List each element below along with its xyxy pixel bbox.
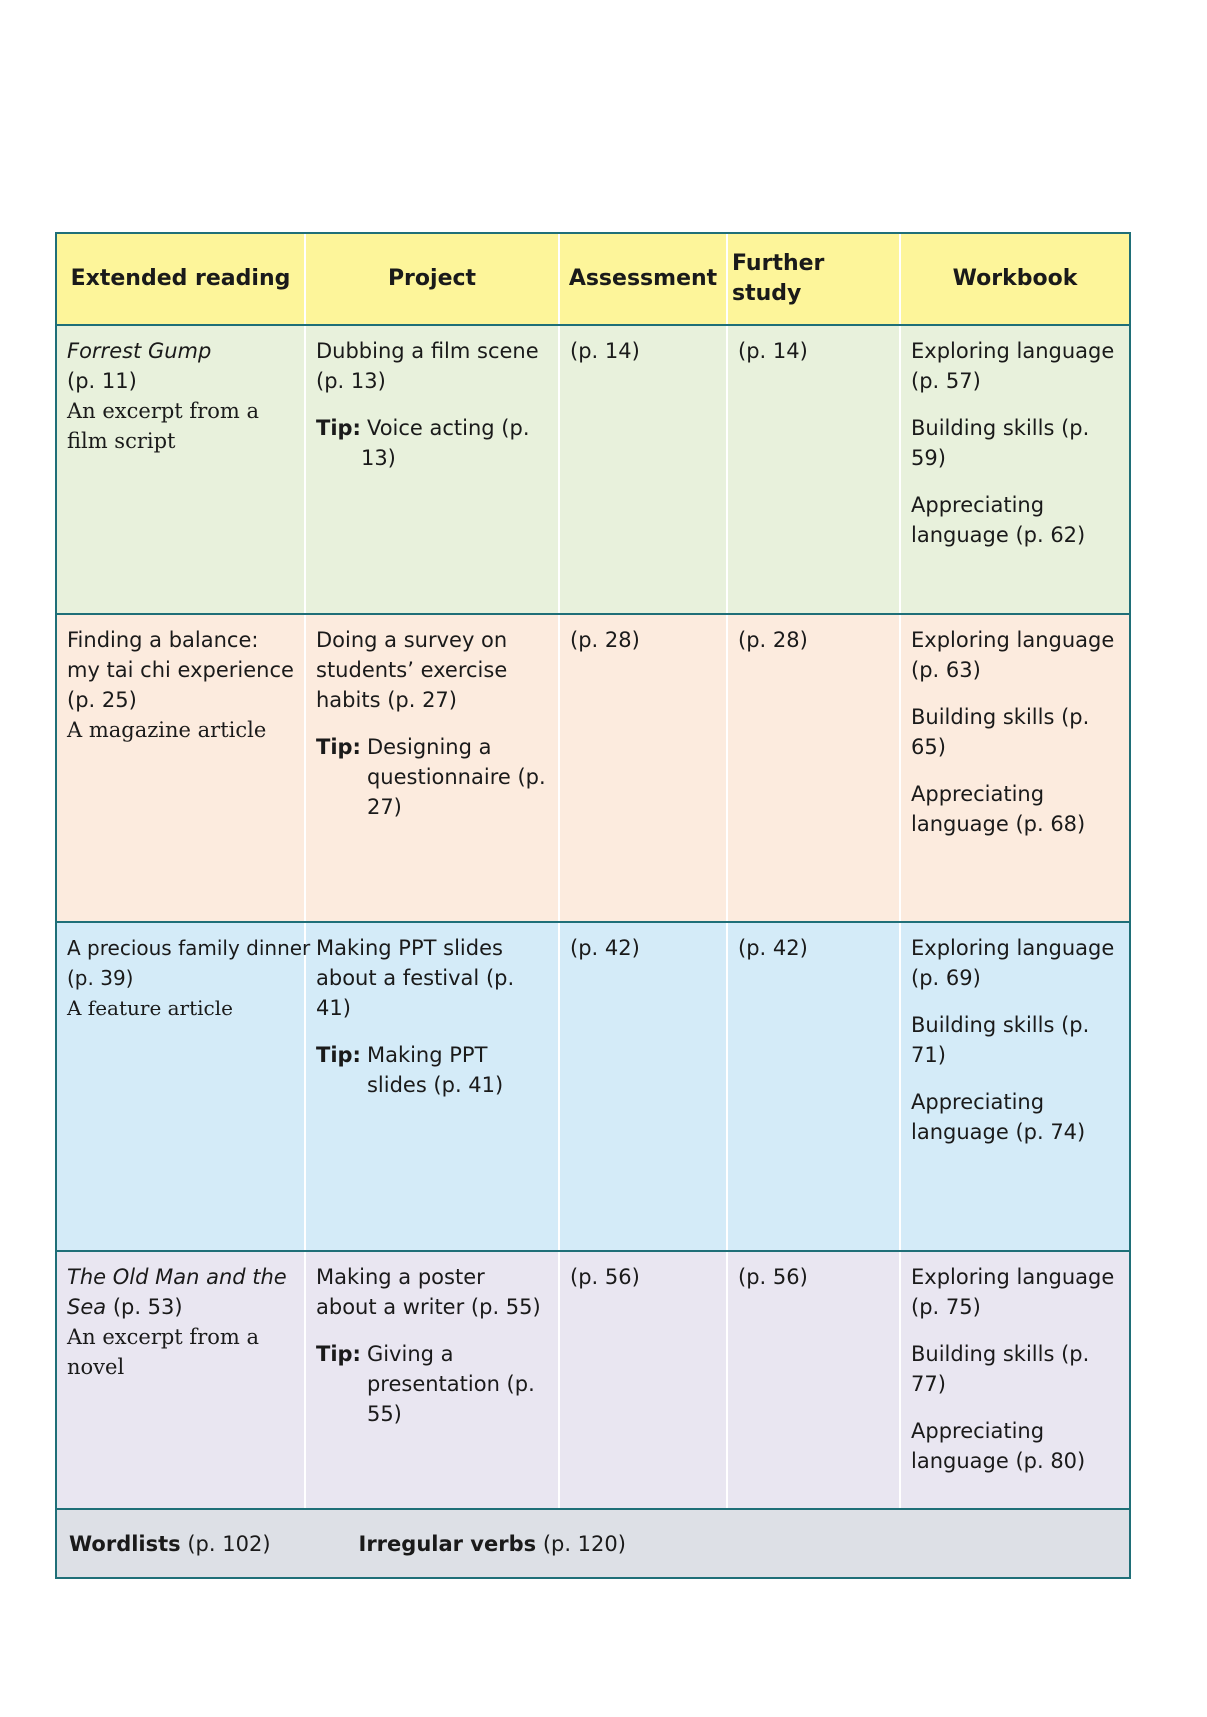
table-row	[57, 615, 1129, 923]
reading-type: A magazine article	[67, 718, 267, 742]
reading-type: A feature article	[67, 996, 233, 1020]
tip-label: Tip:	[316, 416, 361, 440]
tip-text	[361, 413, 548, 473]
reading-title-line	[67, 1262, 294, 1322]
table-row	[57, 326, 1129, 615]
workbook-item: Appreciating language (p. 74)	[911, 1090, 1086, 1144]
reading-title: The Old Man and the Sea	[67, 1265, 287, 1319]
reading-title: Finding a balance: my tai chi experience	[67, 628, 294, 682]
workbook-item: Appreciating language (p. 80)	[911, 1419, 1086, 1473]
assessment-cell: (p. 56)	[560, 1252, 728, 1508]
reading-page: (p. 53)	[112, 1295, 183, 1319]
header-assessment: Assessment	[560, 234, 728, 324]
table-header	[57, 234, 1129, 326]
project-title: Making a poster about a writer (p. 55)	[316, 1265, 541, 1319]
assessment-cell: (p. 14)	[560, 326, 728, 613]
workbook-cell	[901, 615, 1129, 921]
workbook-item: Exploring language (p. 69)	[911, 936, 1115, 990]
workbook-item: Exploring language (p. 63)	[911, 628, 1115, 682]
reading-title: Forrest Gump	[67, 339, 212, 363]
header-project: Project	[306, 234, 560, 324]
tip-text: Designing a questionnaire (p. 27)	[366, 735, 546, 819]
further-study-cell: (p. 14)	[728, 326, 901, 613]
irregular-verbs-page: (p. 120)	[542, 1531, 626, 1556]
irregular-verbs-ref	[359, 1532, 626, 1556]
header-extended-reading: Extended reading	[57, 234, 306, 324]
contents-table	[55, 232, 1131, 1579]
table-row	[57, 923, 1129, 1252]
header-further-study: Further study	[728, 234, 901, 324]
table-row	[57, 1252, 1129, 1510]
extended-reading-cell	[57, 923, 311, 1250]
tip-label: Tip:	[316, 1043, 361, 1067]
project-cell	[306, 923, 560, 1250]
workbook-cell	[901, 326, 1129, 613]
further-study-cell: (p. 28)	[728, 615, 901, 921]
reading-page: (p. 25)	[67, 688, 137, 712]
workbook-item: Appreciating language (p. 62)	[911, 493, 1086, 547]
project-title: Dubbing a film scene (p. 13)	[316, 339, 539, 393]
extended-reading-cell	[57, 326, 306, 613]
assessment-cell: (p. 42)	[560, 923, 728, 1250]
project-cell	[306, 326, 560, 613]
tip-text: Making PPT slides (p. 41)	[366, 1043, 504, 1097]
irregular-verbs-label: Irregular verbs	[358, 1531, 537, 1556]
table-footer	[57, 1510, 1129, 1577]
project-tip	[316, 413, 548, 473]
project-cell	[306, 1252, 560, 1508]
project-tip	[316, 1339, 548, 1429]
workbook-item: Exploring language (p. 57)	[911, 339, 1115, 393]
tip-label: Tip:	[316, 1342, 361, 1366]
tip-text-value: Voice acting (p. 13)	[360, 416, 530, 470]
reading-type: An excerpt from a novel	[67, 1325, 259, 1379]
workbook-item: Exploring language (p. 75)	[911, 1265, 1115, 1319]
wordlists-label: Wordlists	[69, 1531, 181, 1556]
workbook-cell	[901, 1252, 1129, 1508]
header-workbook: Workbook	[952, 266, 1078, 291]
extended-reading-cell	[57, 615, 306, 921]
workbook-item: Appreciating language (p. 68)	[911, 782, 1086, 836]
tip-text: Giving a presentation (p. 55)	[366, 1342, 535, 1426]
workbook-item: Building skills (p. 77)	[911, 1342, 1090, 1396]
workbook-item: Building skills (p. 65)	[911, 705, 1090, 759]
further-study-cell: (p. 42)	[728, 923, 901, 1250]
project-cell	[306, 615, 560, 921]
tip-label: Tip:	[316, 735, 361, 759]
reading-title: A precious family dinner	[67, 936, 311, 960]
wordlists-ref	[69, 1532, 271, 1556]
reading-type: An excerpt from a film script	[67, 399, 259, 453]
workbook-item: Building skills (p. 71)	[911, 1013, 1090, 1067]
project-tip	[316, 732, 548, 822]
assessment-cell: (p. 28)	[560, 615, 728, 921]
project-title: Making PPT slides about a festival (p. 41)	[316, 936, 515, 1020]
project-title: Doing a survey on students’ exercise habits (p. 27)	[316, 628, 508, 712]
workbook-cell	[901, 923, 1129, 1250]
extended-reading-cell	[57, 1252, 306, 1508]
reading-page: (p. 11)	[67, 369, 137, 393]
wordlists-page: (p. 102)	[187, 1531, 271, 1556]
further-study-cell: (p. 56)	[728, 1252, 901, 1508]
workbook-item: Building skills (p. 59)	[911, 416, 1090, 470]
reading-page: (p. 39)	[67, 966, 134, 990]
project-tip	[316, 1040, 548, 1100]
